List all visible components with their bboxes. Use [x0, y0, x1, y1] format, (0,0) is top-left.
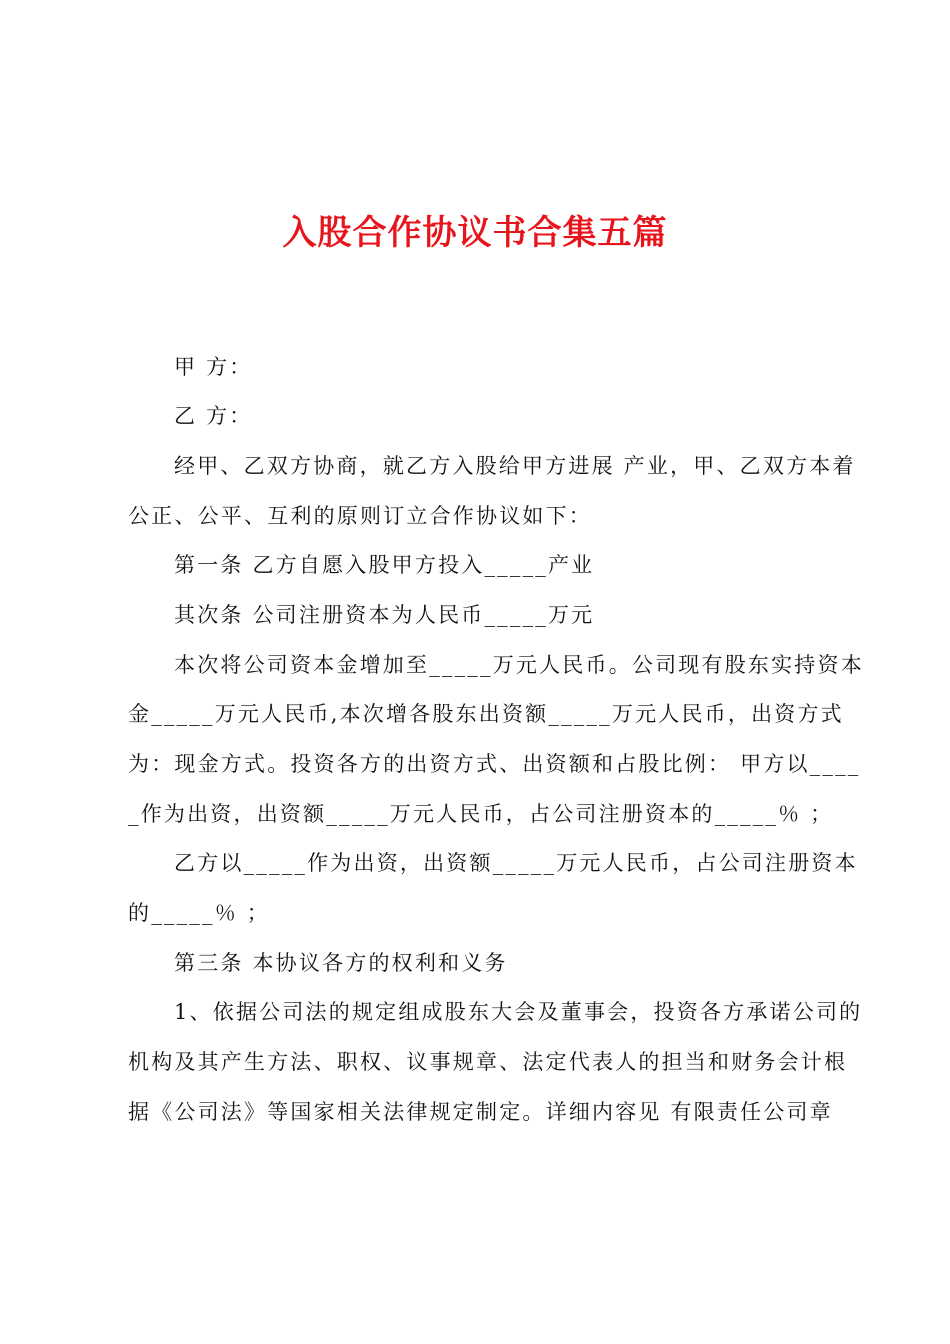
paragraph-line: 为：现金方式。投资各方的出资方式、出资额和占股比例： 甲方以____	[128, 752, 861, 776]
paragraph-line: 乙方以_____作为出资，出资额_____万元人民币，占公司注册资本	[174, 851, 858, 875]
paragraph-line: 公正、公平、互利的原则订立合作协议如下：	[128, 504, 592, 528]
paragraph-line: 经甲、乙双方协商，就乙方入股给甲方进展 产业，甲、乙双方本着	[174, 454, 856, 478]
paragraph-line: 1、依据公司法的规定组成股东大会及董事会，投资各方承诺公司的	[174, 1000, 863, 1024]
document-title: 入股合作协议书合集五篇	[282, 213, 668, 253]
article-1-line: 第一条 乙方自愿入股甲方投入_____产业	[174, 553, 595, 577]
paragraph-line: 本次将公司资本金增加至_____万元人民币。公司现有股东实持资本	[174, 653, 864, 677]
article-3-line: 第三条 本协议各方的权利和义务	[174, 951, 508, 975]
article-2-line: 其次条 公司注册资本为人民币_____万元	[174, 603, 595, 627]
paragraph-line: 金_____万元人民币,本次增各股东出资额_____万元人民币，出资方式	[128, 702, 844, 726]
paragraph-line: 的_____％ ；	[128, 901, 270, 925]
party-a-line: 甲 方：	[174, 355, 253, 379]
party-b-line: 乙 方：	[174, 404, 253, 428]
paragraph-line: 据《公司法》等国家相关法律规定制定。详细内容见 有限责任公司章	[128, 1100, 833, 1124]
paragraph-line: 机构及其产生方法、职权、议事规章、法定代表人的担当和财务会计根	[128, 1050, 848, 1074]
paragraph-line: _作为出资，出资额_____万元人民币，占公司注册资本的_____％ ；	[128, 802, 834, 826]
